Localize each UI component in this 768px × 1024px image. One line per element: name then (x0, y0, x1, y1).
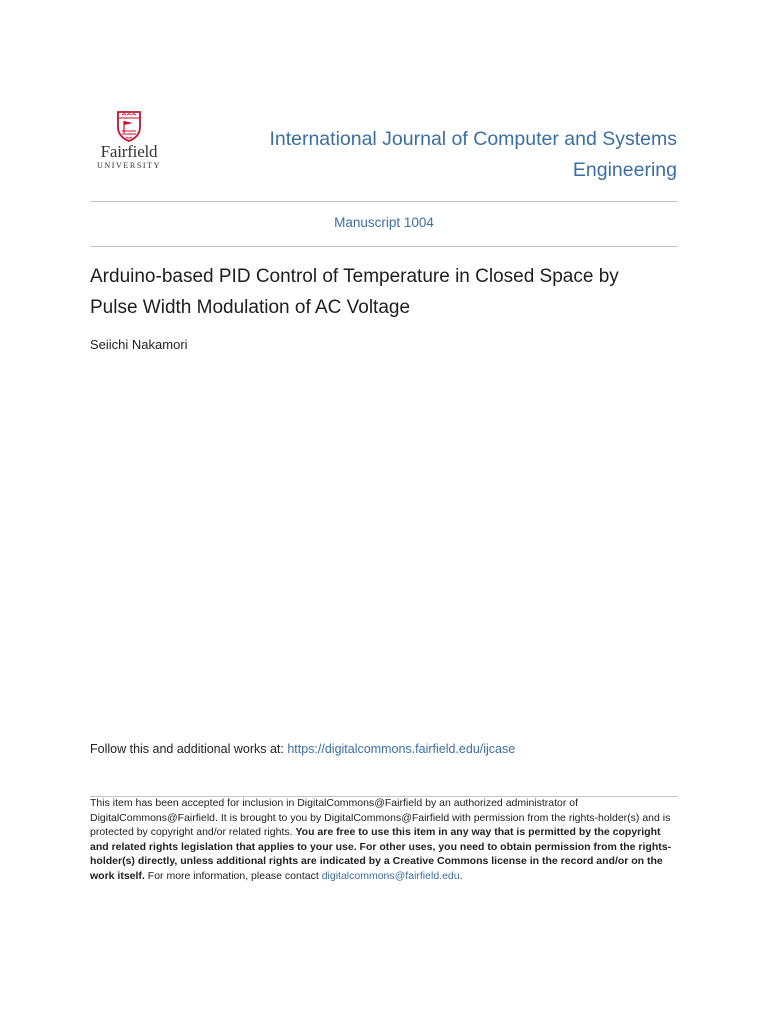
journal-title-line-1[interactable]: International Journal of Computer and Systems (269, 128, 677, 150)
author-name: Seiichi Nakamori (90, 337, 188, 352)
notice-text: This item has been accepted for inclusion in DigitalCommons@Fairfield by an authorized administrator of DigitalCommons@Fairfield. It is brought to you by DigitalCommons@Fairfield with permission from the rights-holder(s) and is protected by copyright and/or related rights. (90, 797, 671, 839)
title-line-2: Pulse Width Modulation of AC Voltage (90, 297, 411, 318)
follow-text: Follow this and additional works at: (90, 742, 288, 756)
university-logo (92, 110, 166, 180)
article-title (90, 261, 680, 323)
copyright-notice (90, 796, 678, 884)
manuscript-link[interactable]: Manuscript 1004 (334, 215, 434, 230)
journal-title-line-2[interactable]: Engineering (572, 159, 677, 181)
notice-end: . (459, 869, 463, 882)
notice-contact-text: For more information, please contact (144, 869, 322, 882)
logo-subtitle: UNIVERSITY (97, 161, 161, 170)
divider (90, 246, 678, 247)
collection-link[interactable]: https://digitalcommons.fairfield.edu/ijcase (287, 742, 516, 756)
contact-email-link[interactable]: digitalcommons@fairfield.edu (321, 869, 460, 882)
title-line-1: Arduino-based PID Control of Temperature in Closed Space by (90, 266, 619, 287)
divider (90, 201, 678, 202)
logo-name: Fairfield (100, 142, 158, 161)
crest-icon (116, 110, 142, 142)
follow-line (90, 741, 515, 758)
notice-bold-text: You are free to use this item in any way that is permitted by the copyright and related rights legislation that applies to your use. For other uses, you need to obtain permission from the rights-holder(s) directly, unless additional rights are indicated by a Creative Commons license in the record and/or on the work itself. (90, 826, 672, 882)
journal-title[interactable] (207, 124, 677, 186)
